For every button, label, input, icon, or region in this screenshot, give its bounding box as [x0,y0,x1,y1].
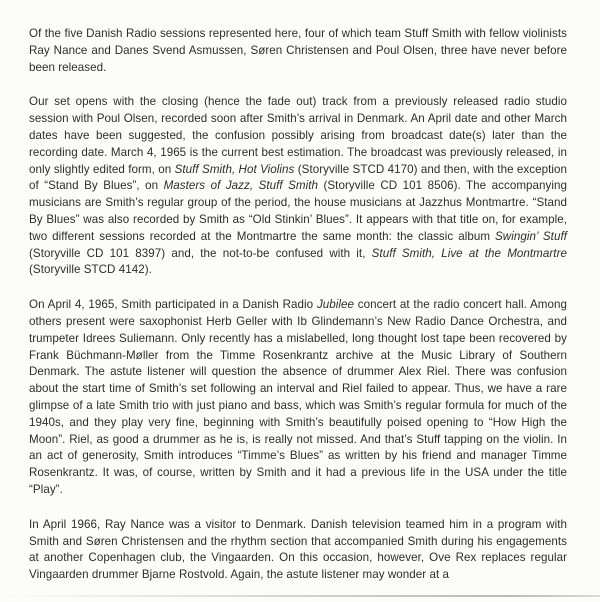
text-run: Our set opens with the closing (hence the fade out) track from a previously released radio studio session with Poul Olsen, recorded soon after Smith’s arrival in Denmark. An April date and other March dates have been suggested, the confusion possibly arising from broadcast date(s) later than the recording date. March 4, 1965 is the current best estimation. The broadcast was previously released, in only slightly edited form, on [29,95,567,176]
italic-text-run: Stuff Smith, Live at the Montmartre [371,246,567,260]
text-run: In April 1966, Ray Nance was a visitor to Denmark. Danish television teamed him in a program with Smith and Søren Christensen and the rhythm section that accompanied Smith during his engagements at another Copenhagen club, the Vingaarden. On this occasion, however, Ove Rex replaces regular Vingaarden drummer Bjarne Rostvold. Again, the astute listener may wonder at a [29,517,567,582]
paragraph [29,297,567,499]
text-run: On April 4, 1965, Smith participated in a Danish Radio [29,298,317,312]
text-run: concert at the radio concert hall. Among others present were saxophonist Herb Geller with Ib Glindemann’s New Radio Dance Orchestra, and trumpeter Idrees Suliemann. Only recently has a mislabelled, long thought lost tape been recovered by Frank Büchmann-Møller from the Timme Rosenkrantz archive at the Music Library of Southern Denmark. The astute listener will question the absence of drummer Alex Riel. There was confusion about the start time of Smith’s set following an interval and Riel failed to appear. Thus, we have a rare glimpse of a late Smith trio with just piano and bass, which was Smith’s regular formula for much of the 1940s, and they play very fine, beginning with Smith’s beautifully poised opening to “How High the Moon”. Riel, as good a drummer as he is, is really not missed. And that’s Stuff tapping on the violin. In an act of generosity, Smith introduces “Timme’s Blues” as written by his friend and manager Timme Rosenkrantz. It was, of course, written by Smith and it had a previous life in the USA under the title “Play”. [29,298,567,496]
italic-text-run: Masters of Jazz, Stuff Smith [163,179,319,193]
italic-text-run: Swingin’ Stuff [495,229,567,243]
text-run: (Storyville STCD 4170) and then, with the exception of “Stand By Blues”, on [29,162,567,193]
italic-text-run: Jubilee [316,298,355,312]
paragraph [29,26,567,76]
text-run: (Storyville CD 101 8397) and, the not-to-be confused with it, [29,246,372,260]
italic-text-run: Stuff Smith, Hot Violins [174,162,295,176]
text-run: Of the five Danish Radio sessions represented here, four of which team Stuff Smith with fellow violinists Ray Nance and Danes Svend Asmussen, Søren Christensen and Poul Olsen, three have never before been released. [29,27,567,74]
text-run: (Storyville STCD 4142). [29,263,152,277]
body-text [29,26,567,602]
text-run: (Storyville CD 101 8506). The accompanying musicians are Smith’s regular group of the period, the house musicians at Jazzhus Montmartre. “Stand By Blues” was also recorded by Smith as “Old Stinkin’ Blues”. It appears with that title on, for example, two different sessions recorded at the Montmartre the same month: the classic album [29,179,567,243]
paragraph [29,517,567,584]
paragraph [29,94,567,279]
